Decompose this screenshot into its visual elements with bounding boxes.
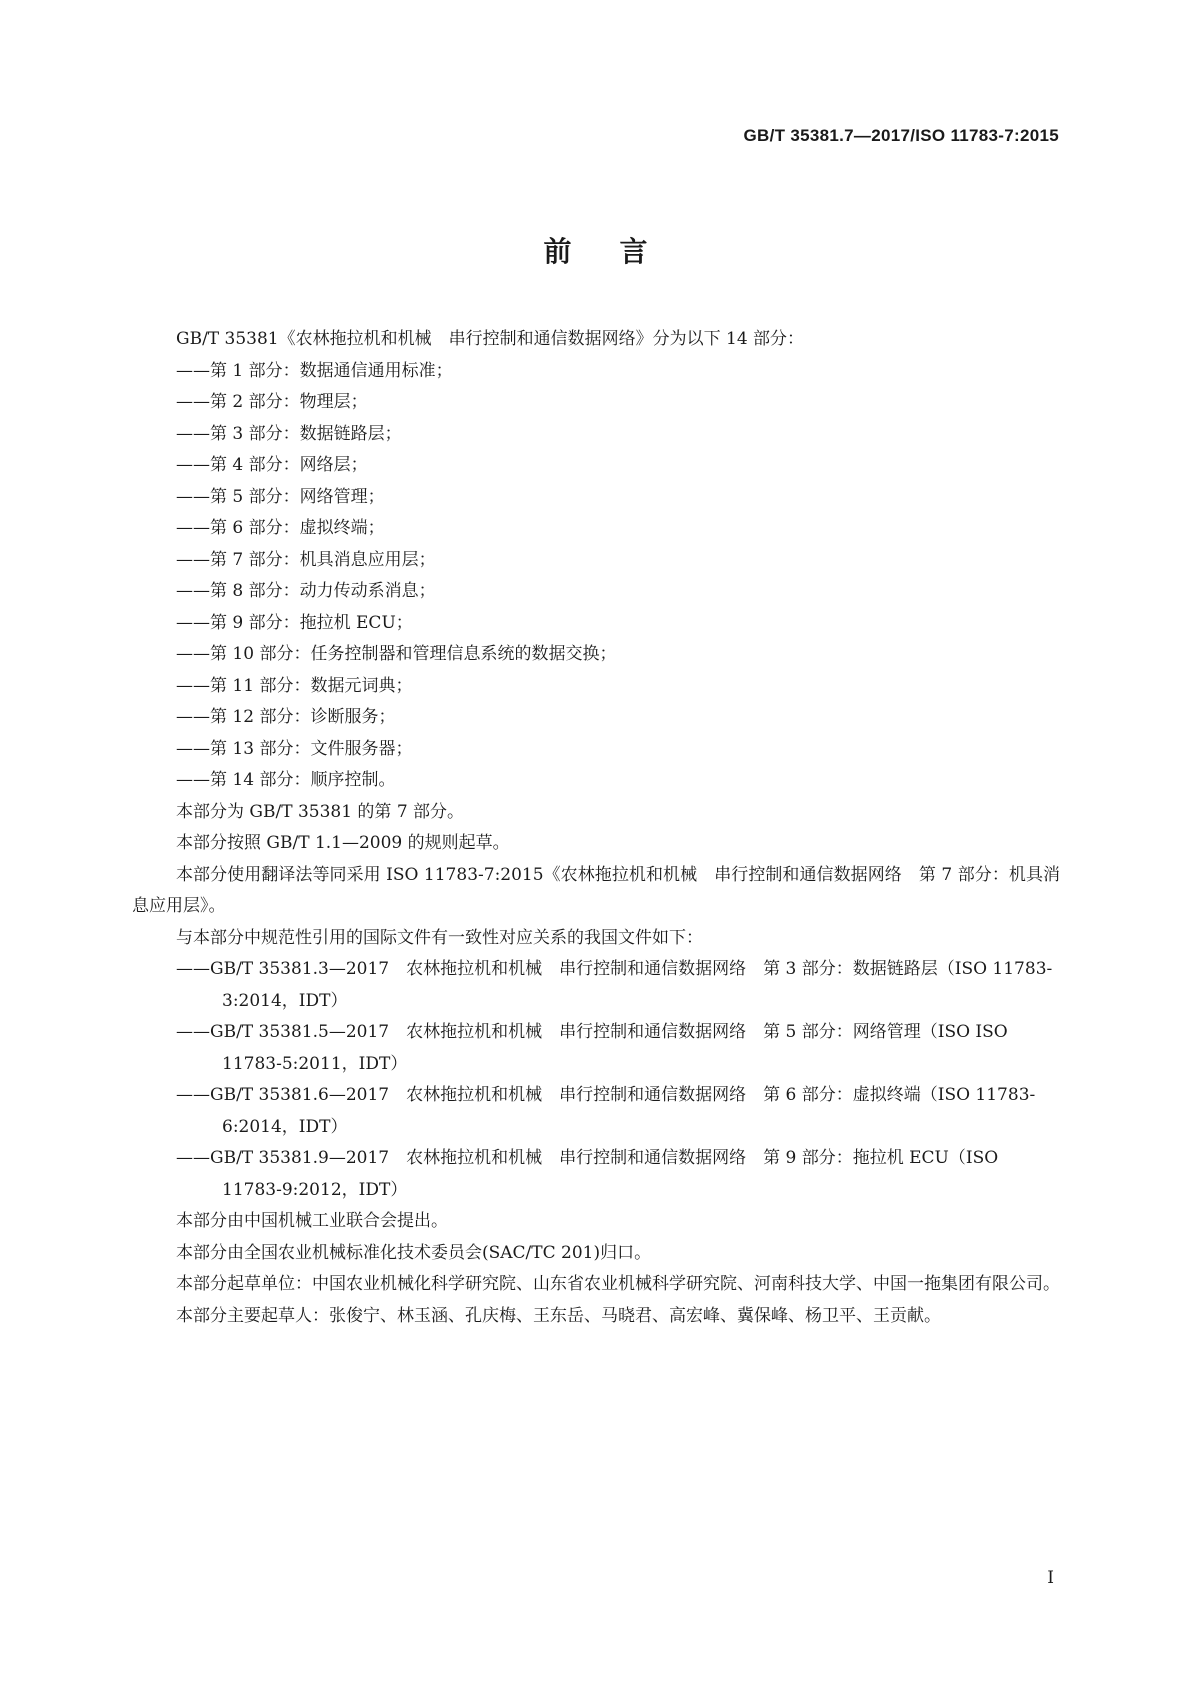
reference-item: ——GB/T 35381.6—2017 农林拖拉机和机械 串行控制和通信数据网络 第 6 部分：虚拟终端（ISO 11783-6:2014，IDT） xyxy=(176,1085,1036,1137)
list-item: ——第 8 部分：动力传动系消息； xyxy=(176,581,436,601)
list-item: ——第 14 部分：顺序控制。 xyxy=(176,770,396,790)
intro-paragraph: GB/T 35381《农林拖拉机和机械 串行控制和通信数据网络》分为以下 14 部分： xyxy=(176,329,805,349)
list-item: ——第 9 部分：拖拉机 ECU； xyxy=(176,612,413,633)
list-item: ——第 10 部分：任务控制器和管理信息系统的数据交换； xyxy=(176,644,617,664)
list-item: ——第 12 部分：诊断服务； xyxy=(176,707,396,727)
references-intro: 与本部分中规范性引用的国际文件有一致性对应关系的我国文件如下： xyxy=(176,927,703,948)
list-item: ——第 1 部分：数据通信通用标准； xyxy=(176,360,453,381)
drafting-rules-statement: 本部分按照 GB/T 1.1—2009 的规则起草。 xyxy=(176,833,510,853)
list-item: ——第 3 部分：数据链路层； xyxy=(176,423,402,444)
foreword-body xyxy=(132,324,1060,1332)
list-item: ——第 13 部分：文件服务器； xyxy=(176,738,413,759)
list-item: ——第 6 部分：虚拟终端； xyxy=(176,518,385,538)
proposer-statement: 本部分由中国机械工业联合会提出。 xyxy=(176,1211,448,1231)
adoption-statement: 本部分使用翻译法等同采用 ISO 11783-7:2015《农林拖拉机和机械 串行控制和通信数据网络 第 7 部分：机具消息应用层》。 xyxy=(132,864,1060,916)
page-number: I xyxy=(1047,1568,1054,1588)
list-item: ——第 4 部分：网络层； xyxy=(176,455,368,475)
drafting-units-statement: 本部分起草单位：中国农业机械化科学研究院、山东省农业机械科学研究院、河南科技大学、中国一拖集团有限公司。 xyxy=(176,1274,1060,1294)
reference-item: ——GB/T 35381.3—2017 农林拖拉机和机械 串行控制和通信数据网络 第 3 部分：数据链路层（ISO 11783-3:2014，IDT） xyxy=(176,959,1053,1011)
part-statement: 本部分为 GB/T 35381 的第 7 部分。 xyxy=(176,801,465,822)
list-item: ——第 2 部分：物理层； xyxy=(176,392,368,412)
page-title: 前言 xyxy=(543,235,696,268)
list-item: ——第 7 部分：机具消息应用层； xyxy=(176,549,436,570)
reference-item: ——GB/T 35381.9—2017 农林拖拉机和机械 串行控制和通信数据网络 第 9 部分：拖拉机 ECU（ISO 11783-9:2012，IDT） xyxy=(176,1148,999,1200)
reference-item: ——GB/T 35381.5—2017 农林拖拉机和机械 串行控制和通信数据网络 第 5 部分：网络管理（ISO ISO 11783-5:2011，IDT） xyxy=(176,1022,1008,1074)
drafters-statement: 本部分主要起草人：张俊宁、林玉涵、孔庆梅、王东岳、马晓君、高宏峰、冀保峰、杨卫平、王贡献。 xyxy=(176,1305,941,1326)
references-list xyxy=(132,954,1060,1206)
list-item: ——第 5 部分：网络管理； xyxy=(176,486,385,507)
committee-statement: 本部分由全国农业机械标准化技术委员会(SAC/TC 201)归口。 xyxy=(176,1242,652,1263)
parts-list xyxy=(132,356,1060,797)
list-item: ——第 11 部分：数据元词典； xyxy=(176,675,413,696)
standard-code-header: GB/T 35381.7—2017/ISO 11783-7:2015 xyxy=(743,126,1059,145)
